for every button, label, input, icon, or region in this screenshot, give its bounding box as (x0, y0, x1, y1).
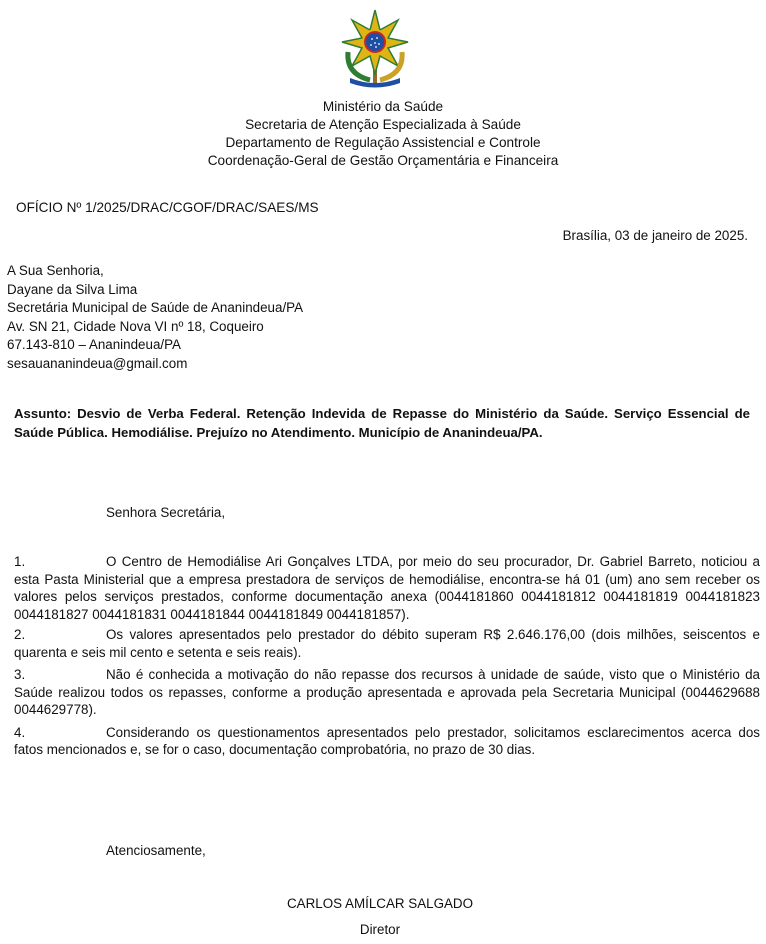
coordination-name: Coordenação-Geral de Gestão Orçamentária e Financeira (207, 153, 559, 168)
salutation: Senhora Secretária, (106, 505, 226, 520)
paragraph-1 (14, 553, 760, 623)
subject-line: Assunto: Desvio de Verba Federal. Retenção Indevida de Repasse do Ministério da Saúde. Serviço Essencial de Saúde Pública. Hemodiálise. Prejuízo no Atendimento. Município de Ananindeua/PA. (14, 406, 750, 440)
department-name: Departamento de Regulação Assistencial e Controle (225, 135, 541, 150)
signatory-name: CARLOS AMÍLCAR SALGADO (286, 896, 474, 911)
paragraph-text: Os valores apresentados pelo prestador do débito superam R$ 2.646.176,00 (dois milhões, seiscentos e quarenta e seis mil cento e setenta e seis reais). (14, 627, 760, 660)
paragraph-number: 3. (14, 667, 26, 682)
recipient-treatment: A Sua Senhoria, (7, 263, 104, 278)
body-paragraphs (14, 553, 760, 759)
oficio-number: OFÍCIO Nº 1/2025/DRAC/CGOF/DRAC/SAES/MS (16, 200, 319, 215)
signature-block (0, 891, 760, 943)
paragraph-number: 4. (14, 724, 26, 740)
ministry-name: Ministério da Saúde (322, 99, 444, 114)
paragraph-text: O Centro de Hemodiálise Ari Gonçalves LTDA, por meio do seu procurador, Dr. Gabriel Barreto, noticiou a esta Pasta Ministerial que a empresa prestadora de serviços de hemodiálise, encontra-se há 01 (um) ano sem receber os valores pelos serviços prestados, conforme documentação anexa (0044181860 0044181812 0044181819 0044181823 0044181827 0044181831 0044181844 0044181849 0044181857). (14, 554, 760, 622)
recipient-city: 67.143-810 – Ananindeua/PA (7, 337, 181, 352)
recipient-email: sesauananindeua@gmail.com (7, 355, 188, 371)
closing: Atenciosamente, (106, 843, 206, 858)
paragraph-2 (14, 626, 760, 661)
paragraph-number: 2. (14, 627, 26, 642)
letterhead (0, 98, 766, 170)
date-line: Brasília, 03 de janeiro de 2025. (562, 228, 748, 243)
secretariat-name: Secretaria de Atenção Especializada à Saúde (245, 117, 521, 132)
signatory-title: Diretor (359, 922, 401, 937)
paragraph-number: 1. (14, 554, 26, 569)
paragraph-text: Não é conhecida a motivação do não repasse dos recursos à unidade de saúde, visto que o Ministério da Saúde realizou todos os repasses, conforme a produção apresentada e aprovada pela Secretaria Municipal (0044629688 0044629778). (14, 667, 760, 717)
recipient-address: Av. SN 21, Cidade Nova VI nº 18, Coqueiro (7, 318, 264, 334)
brazil-coat-of-arms-icon (340, 8, 410, 90)
paragraph-3 (14, 666, 760, 719)
recipient-organization: Secretária Municipal de Saúde de Ananindeua/PA (7, 300, 304, 315)
paragraph-4 (14, 724, 760, 759)
paragraph-text: Considerando os questionamentos apresentados pelo prestador, solicitamos esclarecimentos acerca dos fatos mencionados e, se for o caso, documentação comprobatória, no prazo de 30 dias. (14, 724, 760, 757)
recipient-block (7, 262, 303, 373)
recipient-name: Dayane da Silva Lima (7, 281, 138, 297)
